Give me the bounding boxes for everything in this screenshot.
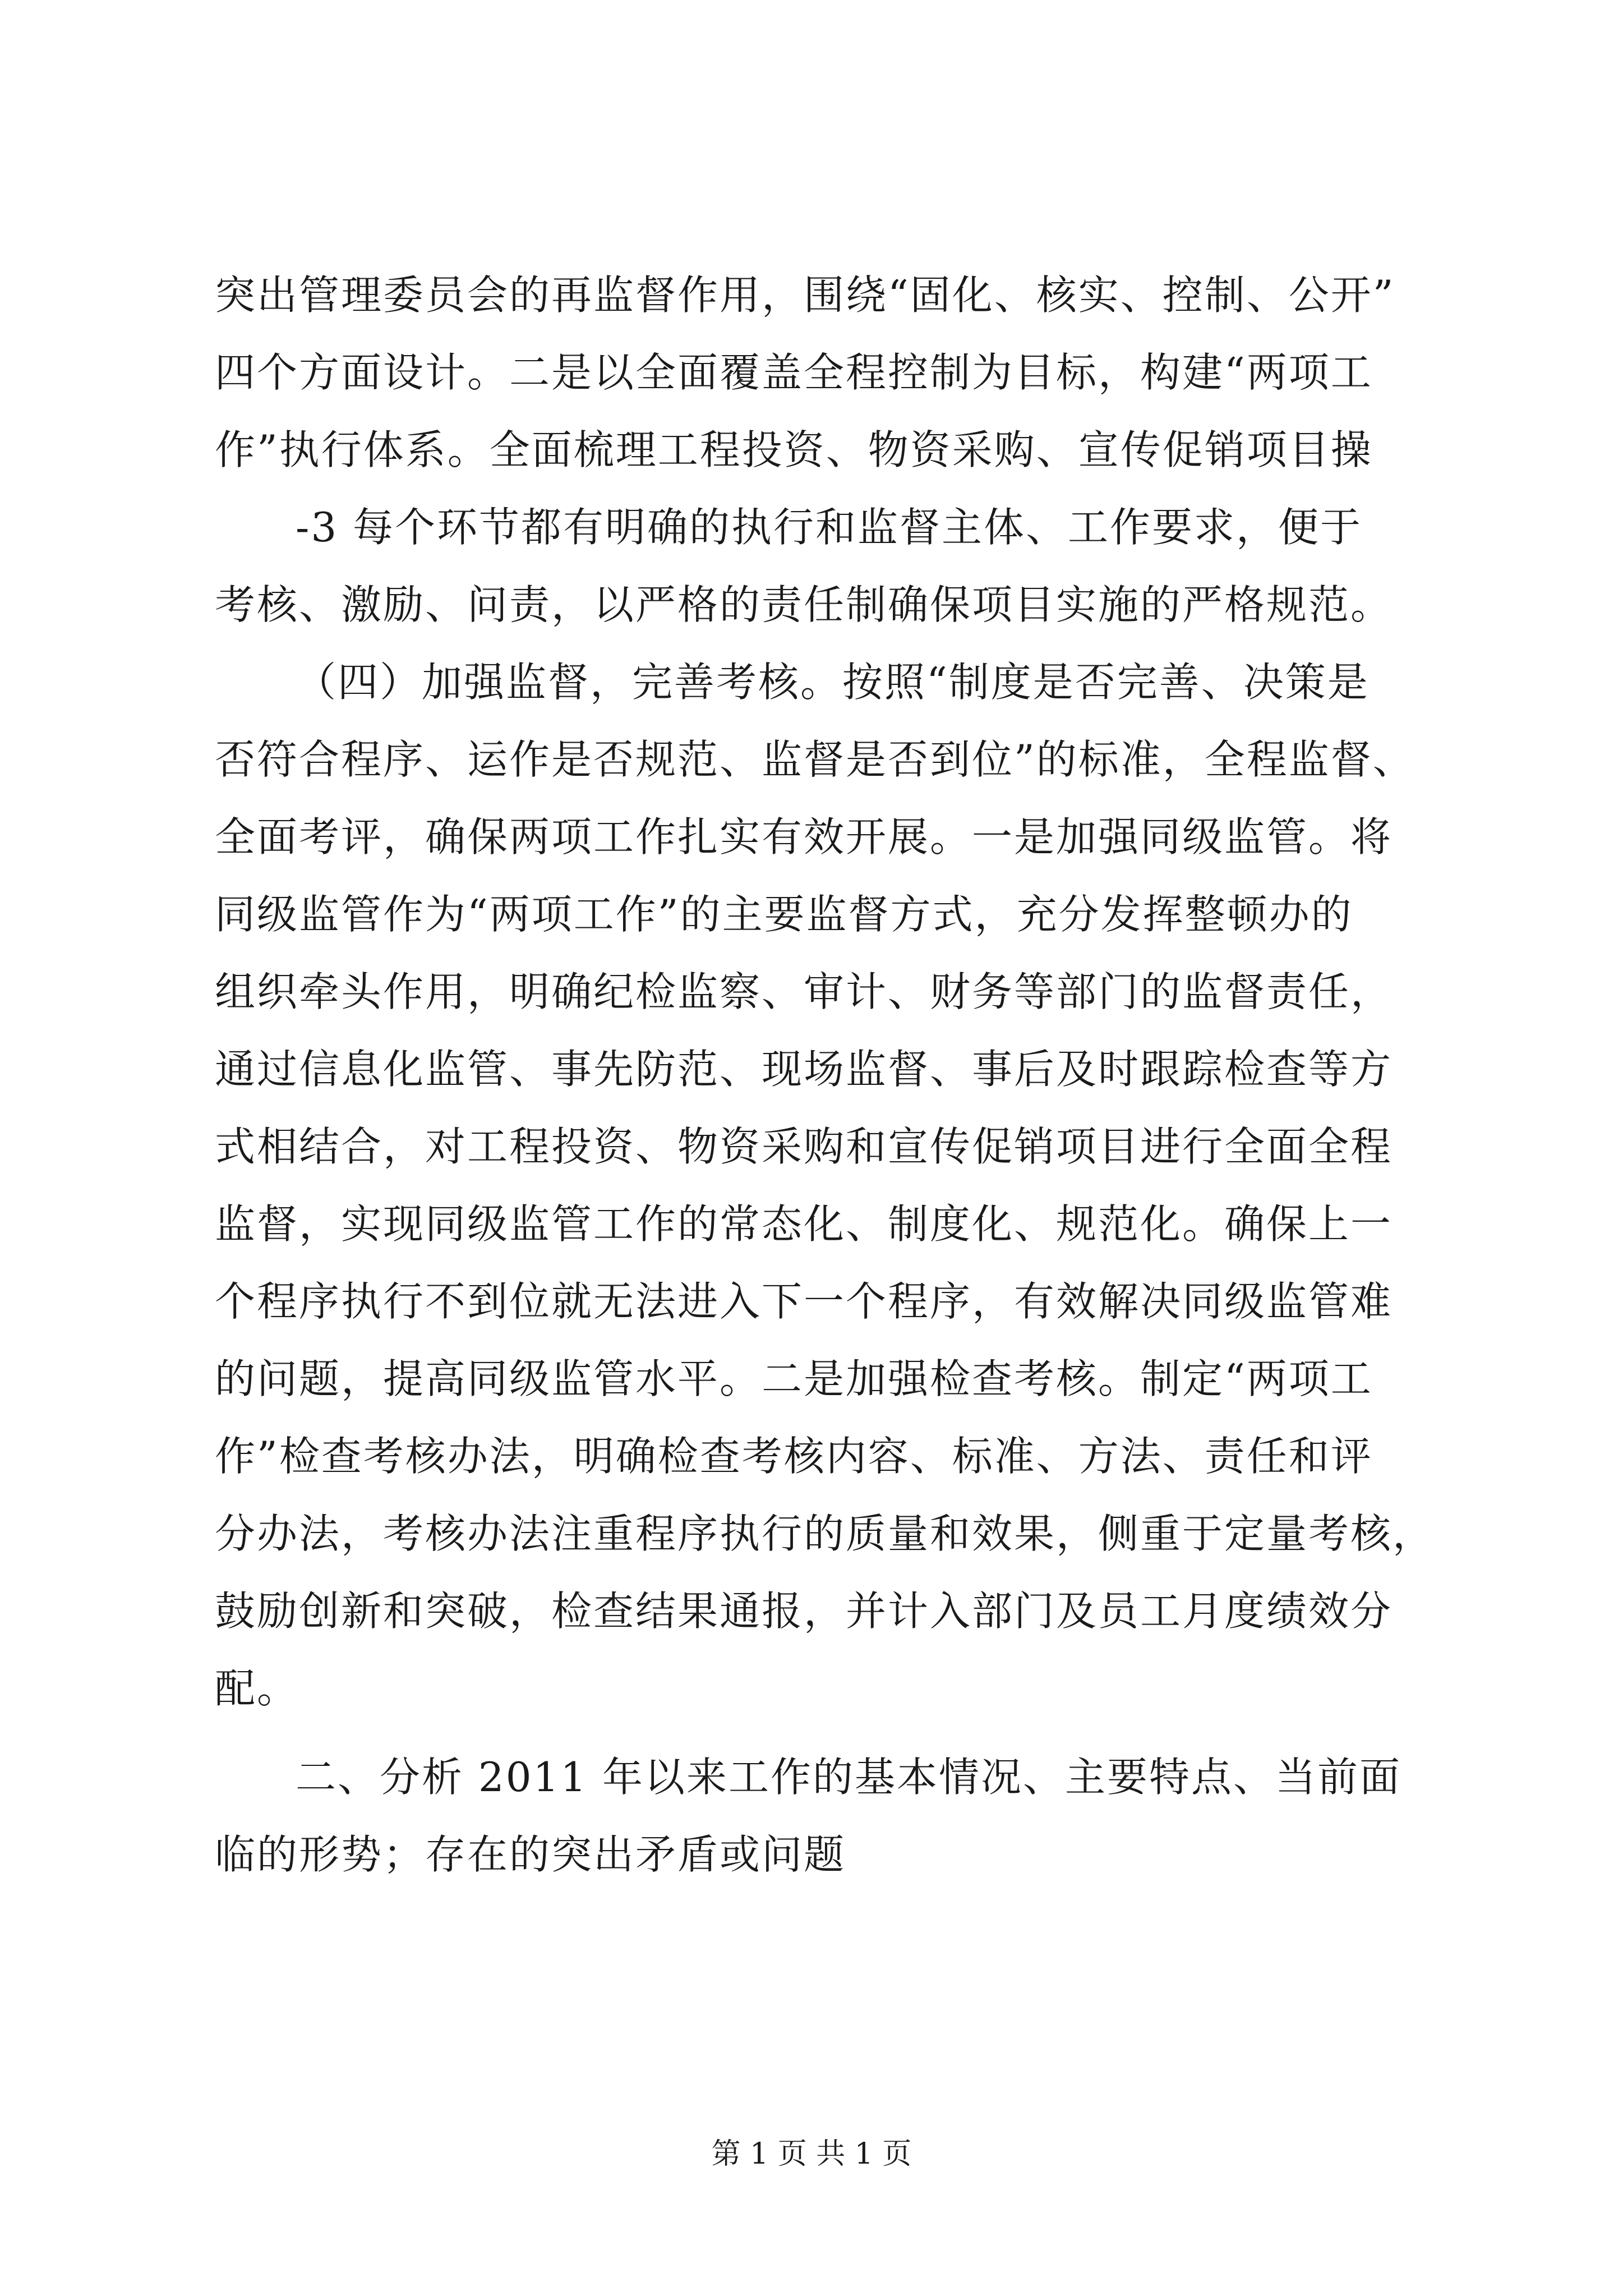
text-line: 突出管理委员会的再监督作用，围绕“固化、核实、控制、公开” [215, 272, 1395, 319]
text-line: 配。 [215, 1665, 299, 1712]
text-line: 分办法，考核办法注重程序执行的质量和效果，侧重于定量考核， [215, 1510, 1435, 1557]
text-line: 式相结合，对工程投资、物资采购和宣传促销项目进行全面全程 [215, 1123, 1393, 1170]
text-line: 否符合程序、运作是否规范、监督是否到位”的标准，全程监督、 [215, 736, 1415, 783]
text-line: 同级监管作为“两项工作”的主要监督方式，充分发挥整顿办的 [215, 891, 1353, 938]
text-line: 临的形势；存在的突出矛盾或问题 [215, 1831, 846, 1878]
text-line: 个程序执行不到位就无法进入下一个程序，有效解决同级监管难 [215, 1278, 1393, 1325]
page-footer: 第 1 页 共 1 页 [711, 2137, 912, 2171]
text-line: 作”检查考核办法，明确检查考核内容、标准、方法、责任和评 [215, 1433, 1373, 1480]
text-line: 组织牵头作用，明确纪检监察、审计、财务等部门的监督责任， [215, 968, 1393, 1015]
text-line: 鼓励创新和突破，检查结果通报，并计入部门及员工月度绩效分 [215, 1588, 1393, 1635]
text-line: 作”执行体系。全面梳理工程投资、物资采购、宣传促销项目操 [215, 426, 1373, 473]
text-line: 考核、激励、问责，以严格的责任制确保项目实施的严格规范。 [215, 581, 1393, 628]
text-line: 通过信息化监管、事先防范、现场监督、事后及时跟踪检查等方 [215, 1046, 1393, 1093]
text-line: 全面考评，确保两项工作扎实有效开展。一是加强同级监管。将 [215, 813, 1393, 861]
text-line: （四）加强监督，完善考核。按照“制度是否完善、决策是 [296, 659, 1370, 706]
text-line: 监督，实现同级监管工作的常态化、制度化、规范化。确保上一 [215, 1200, 1393, 1248]
text-line: 的问题，提高同级监管水平。二是加强检查考核。制定“两项工 [215, 1355, 1373, 1402]
text-line: 二、分析 2011 年以来工作的基本情况、主要特点、当前面 [296, 1754, 1402, 1801]
document-body [215, 256, 1435, 1893]
text-line: -3 每个环节都有明确的执行和监督主体、工作要求，便于 [296, 504, 1363, 551]
text-line: 四个方面设计。二是以全面覆盖全程控制为目标，构建“两项工 [215, 349, 1373, 396]
